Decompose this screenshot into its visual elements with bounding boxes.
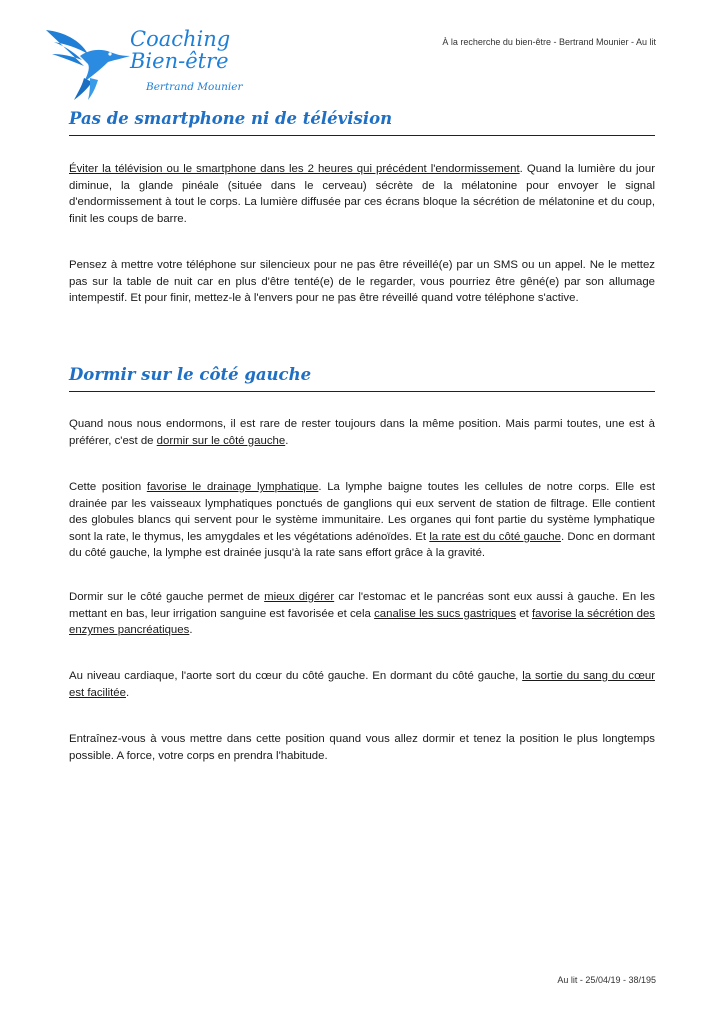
paragraph-screens — [69, 161, 655, 227]
underlined-text: canalise les sucs gastriques — [374, 607, 517, 620]
text-run: et — [516, 607, 532, 620]
logo — [44, 26, 244, 102]
logo-line-1: Coaching — [130, 27, 231, 51]
paragraph-lymphatic — [69, 479, 655, 562]
text-run: . Donc en dormant du côté gauche, la lymphe est drainée jusqu'à la rate sans effort grâce à la gravité. — [69, 530, 655, 560]
text-run: Dormir sur le côté gauche permet de — [69, 591, 265, 603]
paragraph-practice: Entraînez-vous à vous mettre dans cette position quand vous allez dormir et tenez la position le plus longtemps possible. A force, votre corps en prendra l'habitude. — [69, 733, 655, 762]
text-run: Au niveau cardiaque, l'aorte sort du cœur du côté gauche. En dormant du côté gauche, — [69, 670, 523, 682]
hummingbird-icon — [44, 26, 134, 102]
section-heading-left-side: Dormir sur le côté gauche — [69, 364, 655, 392]
logo-author: Bertrand Mounier — [146, 81, 243, 93]
underlined-text: dormir sur le côté gauche — [156, 434, 286, 447]
paragraph-phone-silent: Pensez à mettre votre téléphone sur silencieux pour ne pas être réveillé(e) par un SMS ou un appel. Ne le mettez pas sur la table de nuit car en plus d'être tenté(e) de le regarder, vous pourriez être gêné(e) par son allumage intempestif. Et pour finir, mettez-le à l'envers pour ne pas être réveillé quand votre téléphone s'active. — [69, 259, 655, 305]
text-run: . — [285, 434, 289, 447]
paragraph-cardiac — [69, 668, 655, 701]
underlined-text: favorise le drainage lymphatique — [146, 481, 319, 493]
underlined-text: la sortie du sang du cœur est facilitée — [69, 670, 655, 699]
text-run: Quand nous nous endormons, il est rare de rester toujours dans la même position. Mais parmi toutes, une est à préférer, c'est de — [69, 418, 655, 447]
text-run: . — [125, 686, 130, 699]
logo-line-2: Bien-être — [130, 49, 229, 73]
running-title: À la recherche du bien-être - Bertrand Mounier - Au lit — [442, 37, 656, 47]
text-run: . Quand la lumière du jour diminue, la glande pinéale (située dans le cerveau) sécrète de la mélatonine pour envoyer le signal d'endormissement à tout le corps. La lumière diffusée par ces écrans bloque la sécrétion de mélatonine et du coup, finit les coups de barre. — [69, 163, 655, 225]
text-run: car l'estomac et le pancréas sont eux aussi à gauche. En les mettant en bas, leur irrigation sanguine est favorisée et cela — [69, 591, 655, 620]
text-run: . — [189, 624, 193, 637]
page-footer: Au lit - 25/04/19 - 38/195 — [557, 975, 656, 985]
underlined-text: favorise la sécrétion des enzymes pancréatiques — [69, 607, 655, 637]
text-run: Cette position — [69, 481, 147, 493]
underlined-text: Éviter la télévision ou le smartphone dans les 2 heures qui précédent l'endormissement — [69, 163, 520, 175]
underlined-text: la rate est du côté gauche — [429, 530, 561, 543]
underlined-text: mieux digérer — [264, 591, 335, 603]
paragraph-position — [69, 416, 655, 449]
text-run: . La lymphe baigne toutes les cellules de notre corps. Elle est drainée par les vaisseaux lymphatiques ponctués de ganglions qui eux servent de station de filtrage. Elle contient des globules blancs qui servent pour le système immunitaire. Les organes qui font partie du système lymphatique sont la rate, le thymus, les amygdales et les végétations adénoïdes. Et — [69, 481, 655, 543]
paragraph-digestion — [69, 589, 655, 639]
section-heading-smartphone: Pas de smartphone ni de télévision — [69, 108, 655, 136]
